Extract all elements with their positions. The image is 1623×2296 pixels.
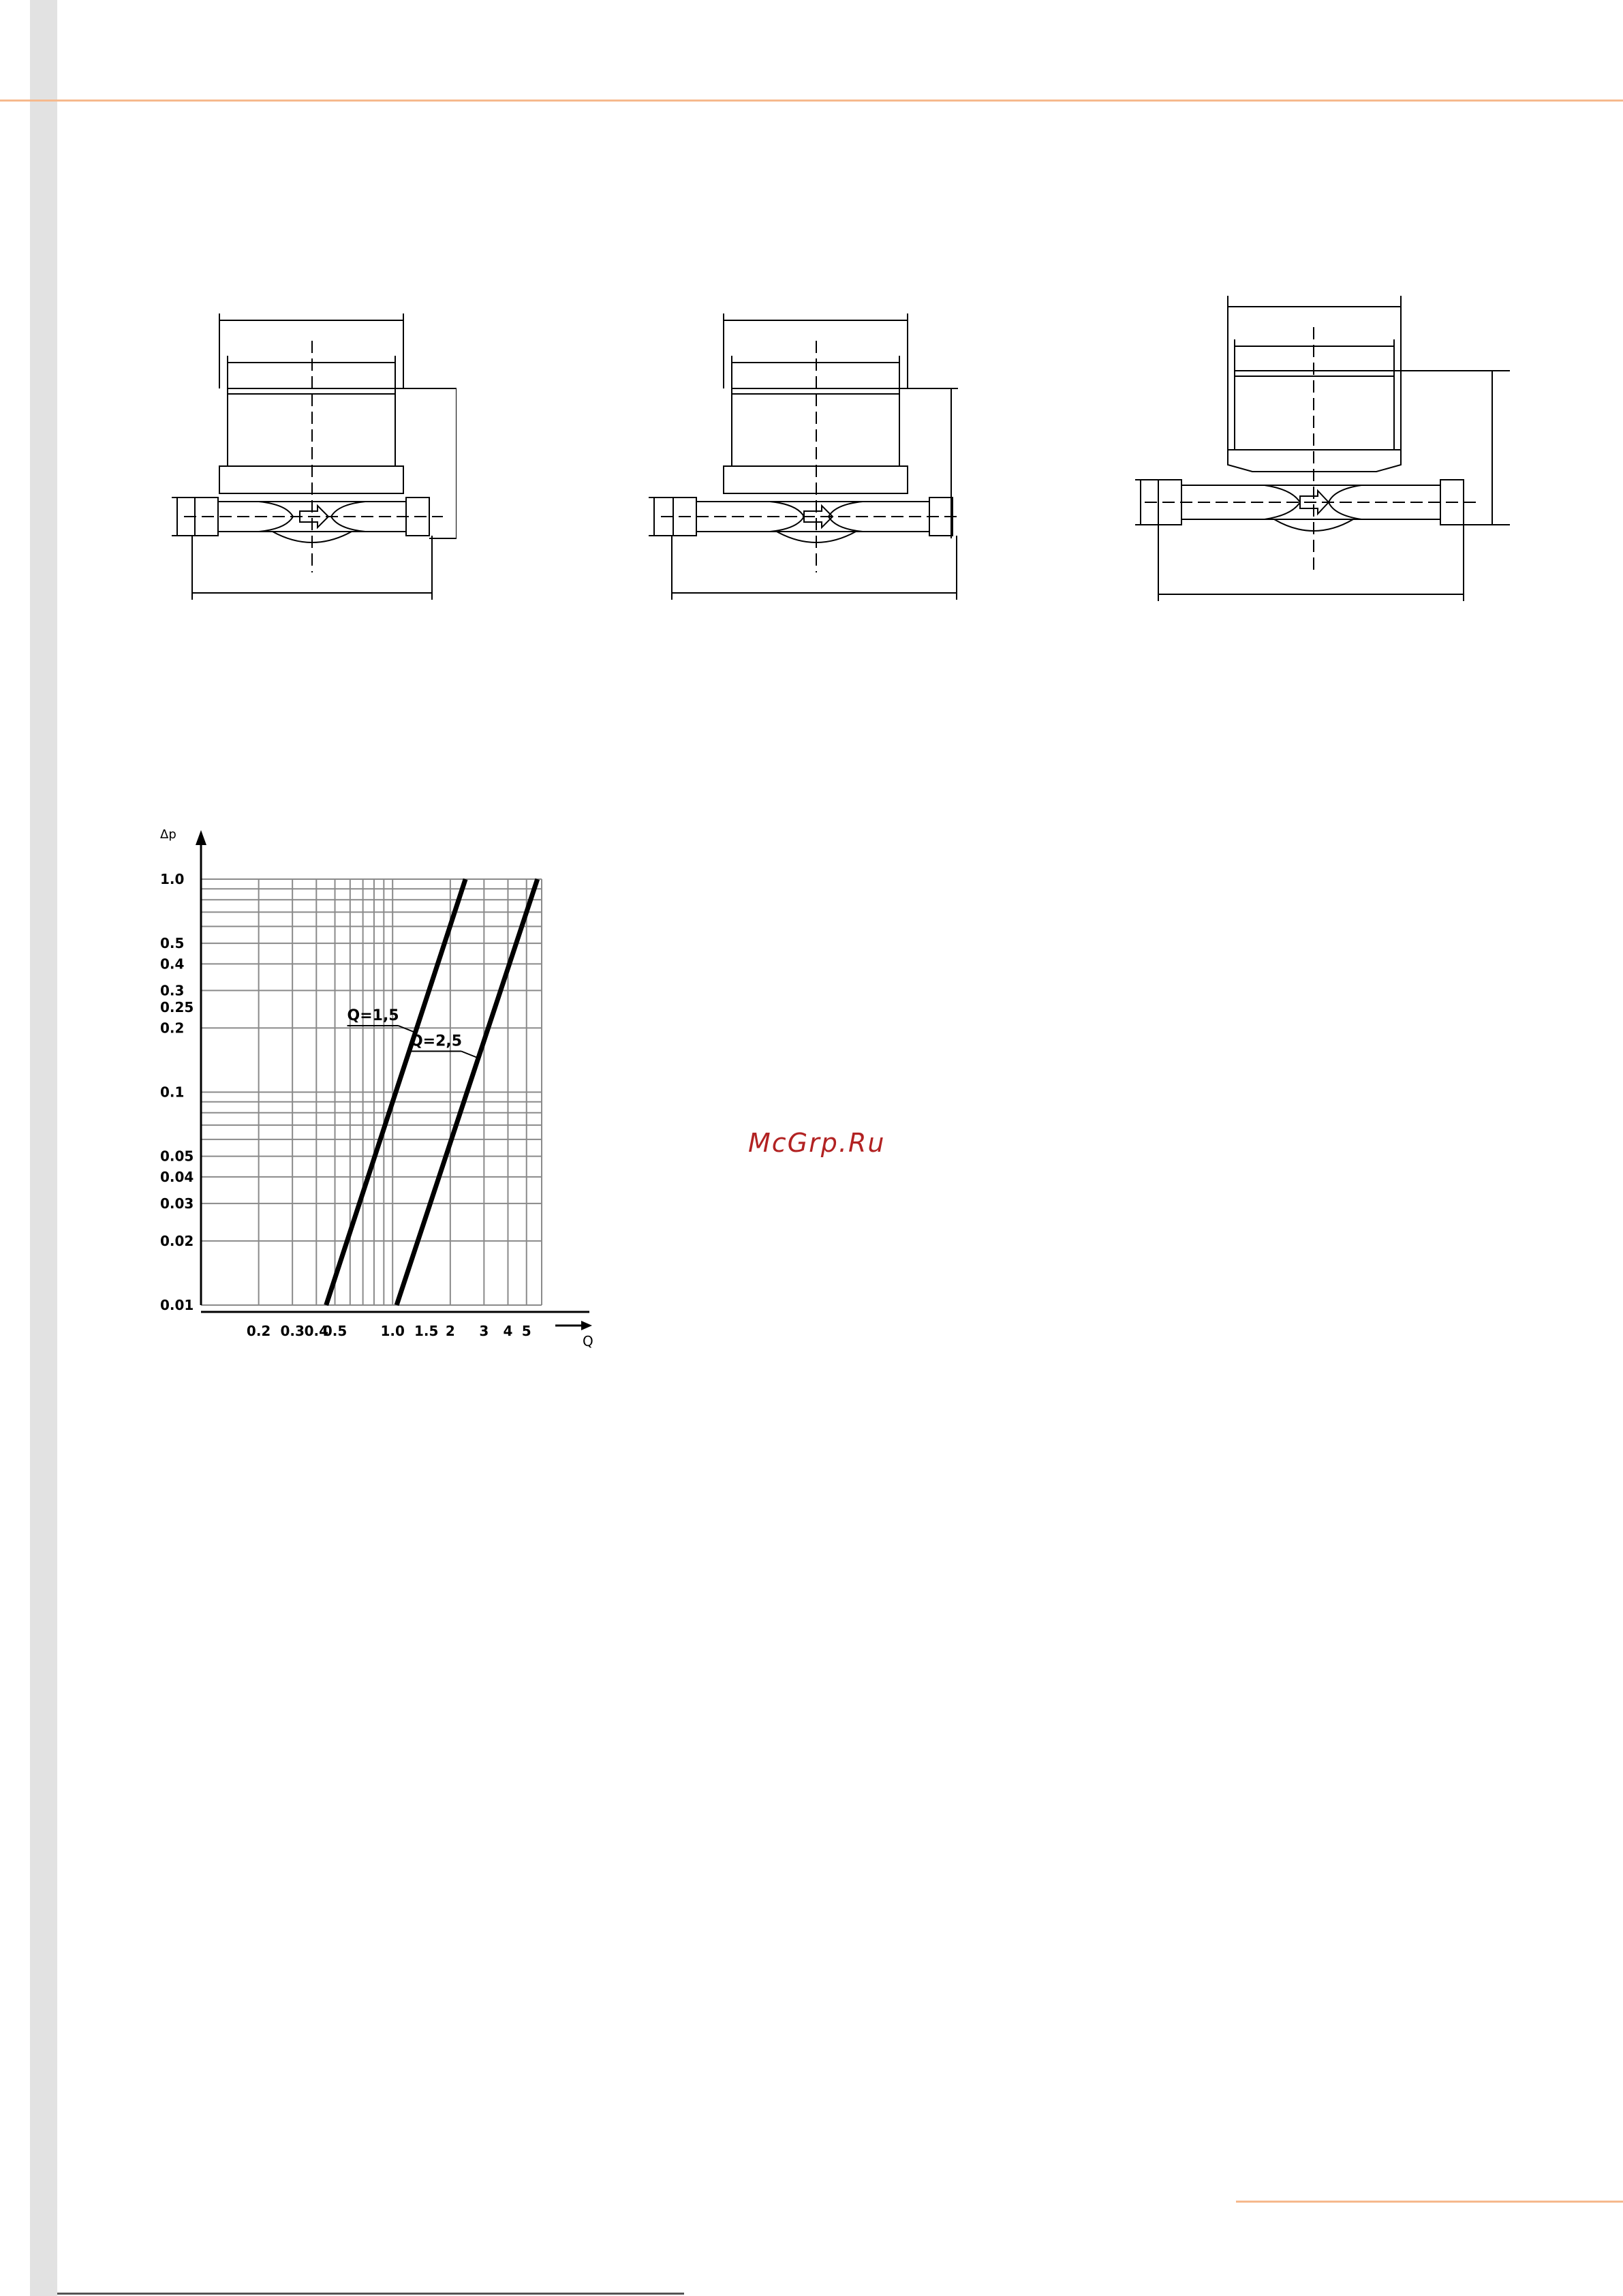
x-axis-label: Q (583, 1333, 593, 1349)
footer-accent-rule (1236, 2201, 1623, 2203)
y-tick-label: 0.01 (160, 1297, 194, 1313)
x-tick-label: 2 (445, 1323, 455, 1339)
x-tick-label: 4 (503, 1323, 513, 1339)
chart-axes (196, 830, 592, 1330)
y-tick-label: 0.3 (160, 982, 185, 999)
x-tick-label: 5 (521, 1323, 531, 1339)
y-tick-label: 0.1 (160, 1084, 185, 1101)
series-label-leader (461, 1052, 478, 1058)
series-label-leader (399, 1026, 416, 1032)
x-tick-label: 3 (479, 1323, 489, 1339)
watermark: McGrp.Ru (748, 1128, 886, 1158)
footer-rule (57, 2293, 684, 2295)
y-tick-label: 0.4 (160, 955, 185, 973)
x-tick-label: 0.2 (246, 1323, 271, 1339)
pressure-loss-chart (136, 818, 613, 1363)
y-tick-label: 0.2 (160, 1020, 185, 1037)
series-label: Q=2,5 (409, 1032, 463, 1050)
x-tick-label: 1.0 (380, 1323, 405, 1339)
x-axis-arrow (581, 1321, 592, 1330)
y-tick-label: 0.03 (160, 1195, 194, 1212)
x-tick-label: 0.5 (322, 1323, 347, 1339)
meter-drawing-1 (157, 300, 457, 607)
y-axis-label: Δp (160, 827, 176, 842)
y-tick-label: 0.04 (160, 1168, 194, 1185)
y-tick-label: 0.5 (160, 935, 185, 952)
y-tick-label: 0.25 (160, 999, 194, 1016)
header-rule (0, 100, 1623, 102)
y-tick-label: 0.02 (160, 1232, 194, 1249)
meter-drawing-2 (640, 300, 961, 607)
meter-drawing-3 (1131, 286, 1513, 607)
x-tick-label: 0.4 (304, 1323, 329, 1339)
series-label: Q=1,5 (347, 1007, 399, 1024)
chart-grid (201, 879, 542, 1305)
x-tick-label: 0.3 (280, 1323, 305, 1339)
side-bar (30, 0, 57, 2296)
y-tick-label: 1.0 (160, 871, 185, 887)
y-axis-arrow (196, 830, 206, 845)
y-tick-label: 0.05 (160, 1148, 194, 1165)
x-tick-label: 1.5 (414, 1323, 439, 1339)
